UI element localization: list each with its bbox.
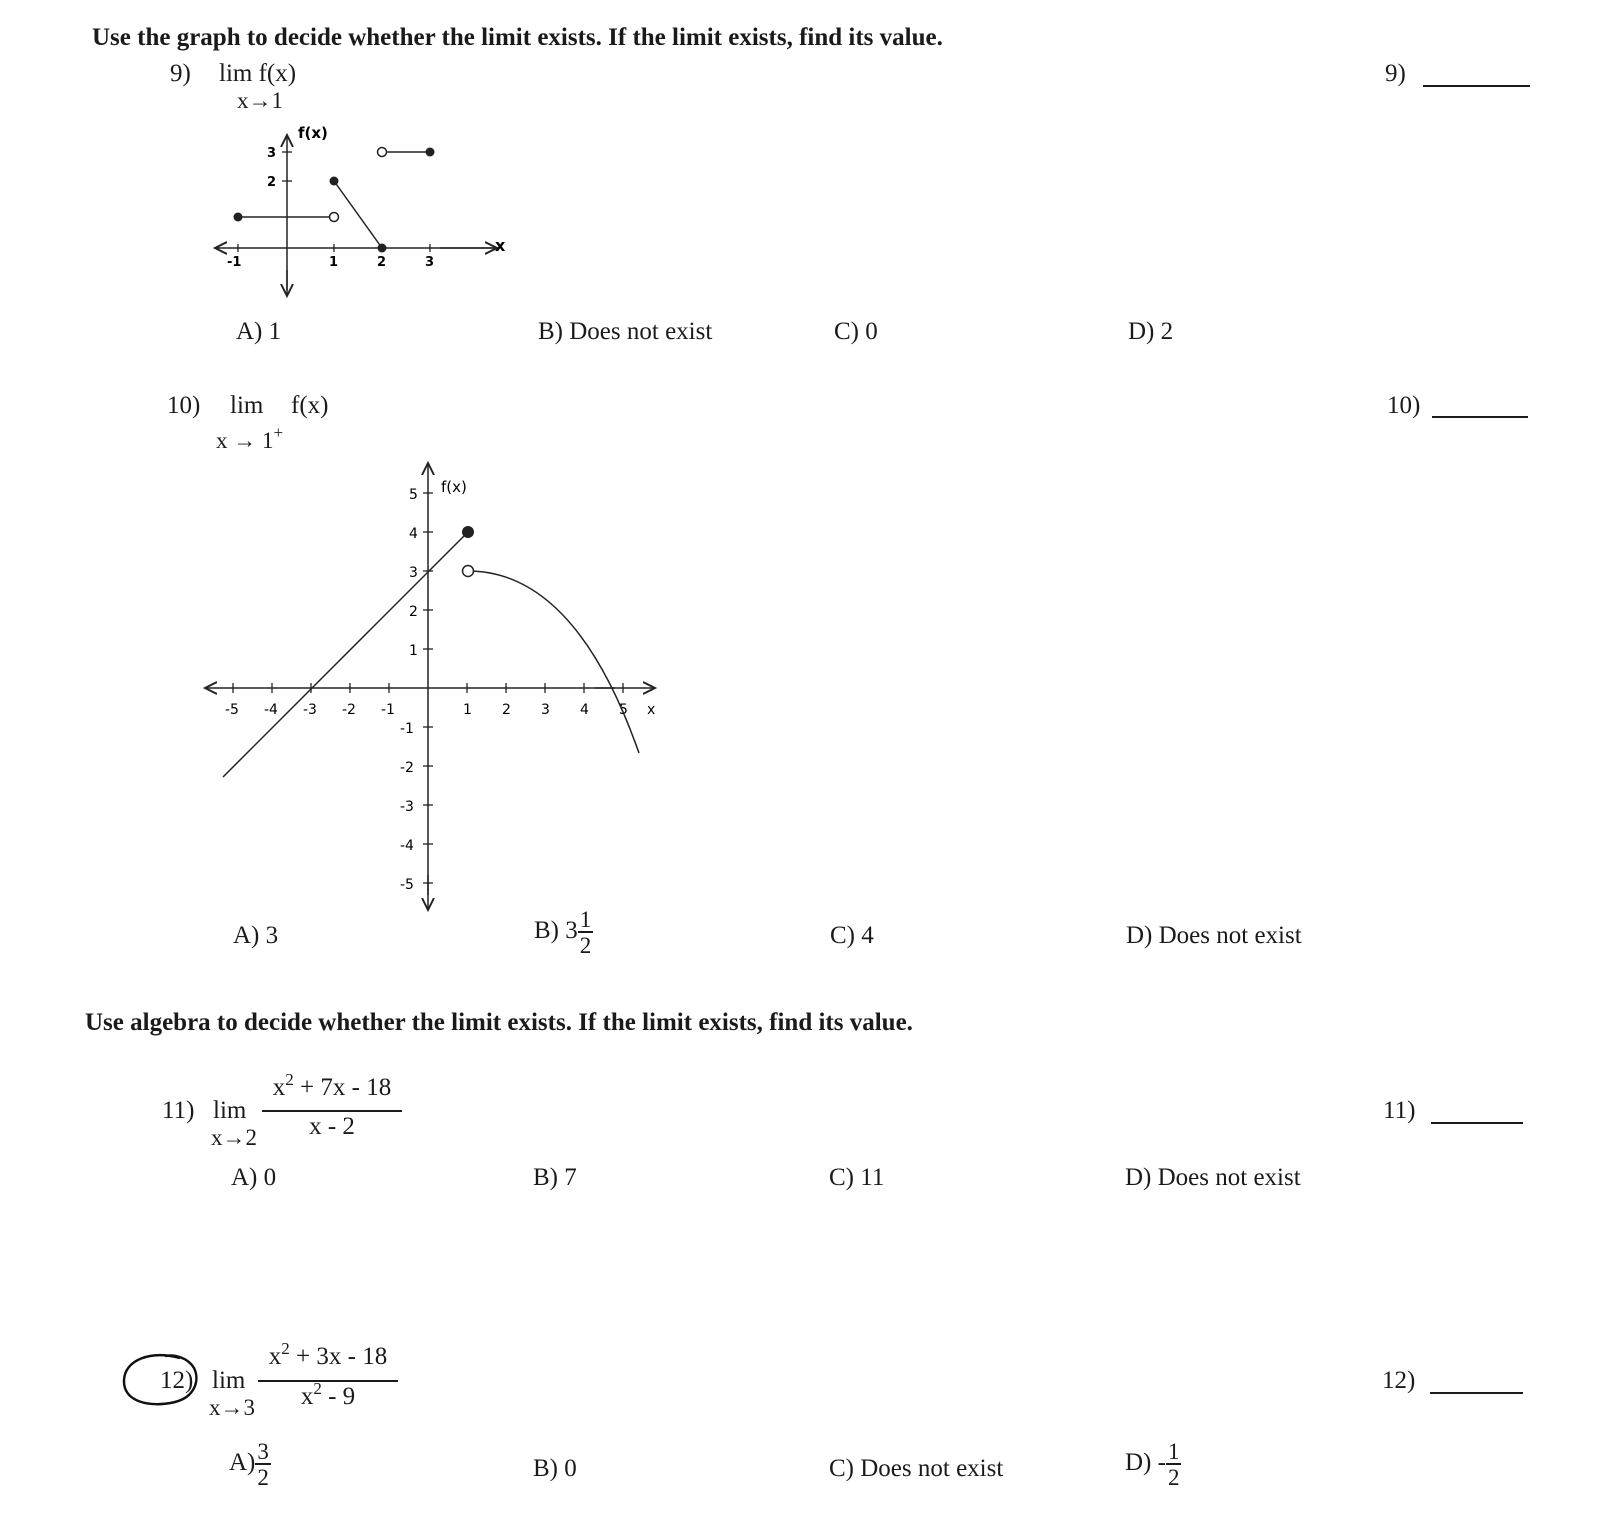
q12-number: 12): [160, 1367, 194, 1394]
q9-y-label: f(x): [298, 124, 328, 142]
q9-closed-point: [234, 213, 243, 222]
q12-choice-d-fraction: [1166, 1440, 1182, 1489]
q10-choice-b-den: 2: [579, 933, 592, 958]
q10-x-label: x: [647, 702, 656, 718]
q10-xtick-label: -2: [342, 702, 356, 718]
q9-limit-sub: x→1: [237, 88, 283, 113]
q9-xtick-neg1: -1: [227, 255, 242, 270]
q12-answer-label: 12): [1382, 1367, 1416, 1394]
q9-choice-a[interactable]: A) 1: [236, 318, 282, 345]
q9-choice-c[interactable]: C) 0: [834, 318, 878, 345]
q10-curve-right: [468, 571, 639, 753]
q10-xtick-label: 4: [580, 702, 589, 718]
q9-xtick-2: 2: [377, 255, 387, 270]
q10-limit-sub: x → 1+: [216, 423, 284, 453]
q9-closed-point: [426, 148, 435, 157]
q12-choice-a-num: 3: [257, 1439, 269, 1464]
q10-ytick-label: 3: [409, 565, 418, 581]
q10-limit: lim: [230, 392, 264, 419]
q12-choice-c[interactable]: C) Does not exist: [829, 1455, 1004, 1482]
q9-closed-point: [378, 244, 387, 253]
q10-ytick-label: -3: [400, 799, 414, 815]
q9-graph: [195, 120, 515, 310]
q10-choice-b[interactable]: [534, 908, 593, 957]
q12-choice-a-prefix: A): [229, 1449, 256, 1477]
q12-answer-blank[interactable]: [1430, 1392, 1523, 1394]
section-heading-algebra: Use algebra to decide whether the limit exists. If the limit exists, find its value.: [85, 1009, 913, 1036]
q10-xtick-label: -3: [303, 702, 317, 718]
q12-denominator: $x^2 - 9$: [300, 1379, 356, 1410]
q9-ytick-3: 3: [267, 146, 277, 161]
section-heading-graph: Use the graph to decide whether the limit exists. If the limit exists, find its value.: [92, 24, 943, 51]
q12-num-exponent: 2: [281, 1339, 290, 1358]
q9-open-point: [330, 213, 339, 222]
q9-segment-2: [334, 181, 382, 248]
q12-choice-d[interactable]: [1125, 1440, 1181, 1489]
q10-open-point: [463, 566, 474, 577]
q10-xtick-label: 1: [463, 702, 472, 718]
q12-choice-d-den: 2: [1167, 1465, 1180, 1490]
q10-xtick-label: 5: [619, 702, 628, 718]
q10-choice-b-num: 1: [579, 907, 592, 932]
q10-xtick-label: -5: [225, 702, 239, 718]
q12-choice-b[interactable]: B) 0: [533, 1455, 577, 1482]
q10-xtick-label: 3: [541, 702, 550, 718]
q10-ytick-label: -2: [400, 760, 414, 776]
q9-choice-d[interactable]: D) 2: [1128, 318, 1174, 345]
q11-numerator: $x^2 + 7x - 18$: [272, 1070, 392, 1101]
q10-choice-c[interactable]: C) 4: [830, 922, 874, 949]
q10-closed-point: [462, 526, 474, 538]
q11-answer-label: 11): [1383, 1097, 1416, 1124]
q12-den-exponent: 2: [313, 1379, 322, 1398]
q10-y-label: f(x): [441, 478, 467, 496]
q10-ytick-label: 4: [409, 526, 418, 542]
q10-limit-sub-sup: +: [273, 423, 284, 442]
q10-xtick-label: -4: [264, 702, 278, 718]
q9-choice-b[interactable]: B) Does not exist: [538, 318, 713, 345]
q9-ytick-2: 2: [267, 175, 277, 190]
q11-choice-c[interactable]: C) 11: [829, 1164, 885, 1191]
q10-ytick-label: -4: [400, 838, 414, 854]
q9-number: 9): [170, 60, 191, 87]
q11-num-exponent: 2: [285, 1070, 294, 1089]
q11-denominator: x - 2: [309, 1113, 355, 1140]
q10-ytick-label: -1: [400, 721, 414, 737]
q9-open-point: [378, 148, 387, 157]
q10-ytick-label: 2: [409, 604, 418, 620]
q10-number: 10): [167, 392, 201, 419]
q9-x-label: x: [495, 236, 506, 255]
q10-line-left: [223, 532, 468, 777]
q12-numerator: $x^2 + 3x - 18$: [268, 1339, 388, 1370]
q10-answer-blank[interactable]: [1432, 416, 1528, 418]
q11-choice-b[interactable]: B) 7: [533, 1164, 577, 1191]
q11-limit: lim: [213, 1097, 247, 1124]
q12-choice-a[interactable]: [229, 1440, 271, 1489]
q11-limit-sub: x→2: [211, 1125, 257, 1150]
q11-answer-blank[interactable]: [1431, 1122, 1523, 1124]
q12-choice-a-fraction: [255, 1440, 271, 1489]
q10-ytick-label: 5: [409, 487, 418, 503]
q9-closed-point: [330, 177, 339, 186]
q9-xtick-3: 3: [425, 255, 435, 270]
q10-choice-a[interactable]: A) 3: [233, 922, 279, 949]
q10-answer-label: 10): [1387, 392, 1421, 419]
q9-limit: lim f(x): [219, 60, 297, 87]
q10-xtick-label: 2: [502, 702, 511, 718]
q10-function: f(x): [291, 392, 329, 419]
q10-choice-d[interactable]: D) Does not exist: [1126, 922, 1302, 949]
q12-choice-a-den: 2: [257, 1465, 269, 1490]
q9-answer-blank[interactable]: [1423, 85, 1530, 87]
q9-answer-label: 9): [1385, 60, 1406, 87]
q9-xtick-1: 1: [329, 255, 339, 270]
q10-choice-b-fraction: [578, 908, 594, 957]
q12-limit: lim: [212, 1367, 246, 1394]
q10-choice-b-prefix: B) 3: [534, 917, 578, 945]
q10-xtick-label: -1: [381, 702, 395, 718]
q12-fraction-bar: [258, 1380, 398, 1382]
q11-choice-d[interactable]: D) Does not exist: [1125, 1164, 1301, 1191]
q10-ytick-label: 1: [409, 643, 418, 659]
q11-choice-a[interactable]: A) 0: [231, 1164, 277, 1191]
q10-graph: [195, 455, 675, 915]
q12-choice-d-prefix: D) -: [1125, 1449, 1166, 1477]
q12-limit-sub: x→3: [209, 1395, 255, 1420]
q11-fraction-bar: [262, 1110, 402, 1112]
q10-ytick-label: -5: [400, 877, 414, 893]
q12-choice-d-num: 1: [1167, 1439, 1180, 1464]
q11-number: 11): [162, 1097, 195, 1124]
